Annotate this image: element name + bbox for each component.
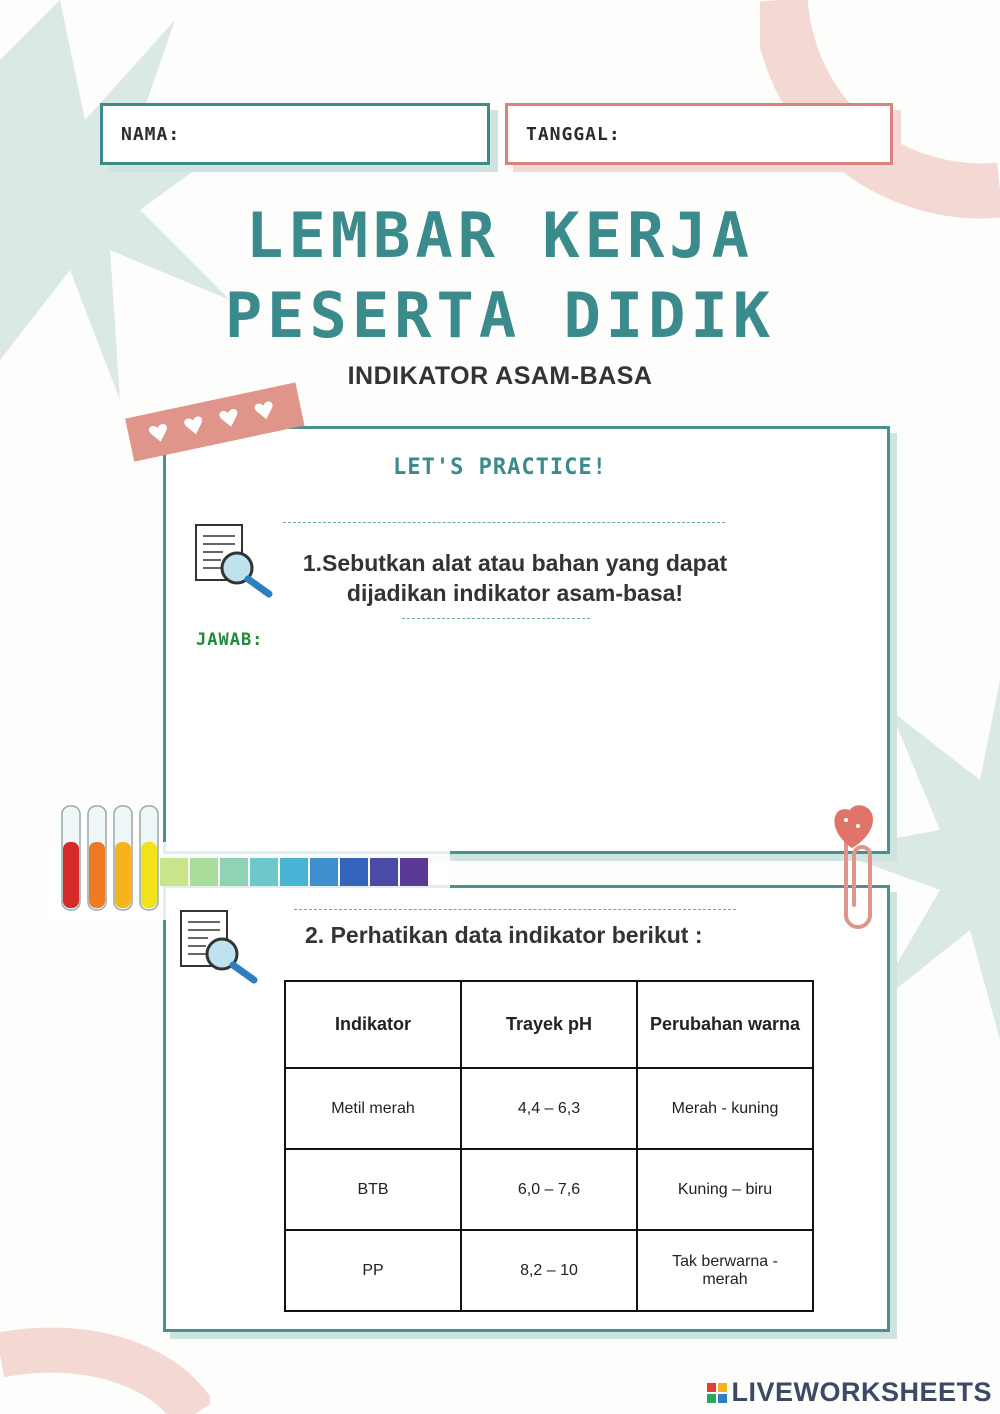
table-cell: Tak berwarna - merah — [637, 1230, 813, 1311]
magnifier-document-icon — [178, 908, 262, 986]
divider — [294, 909, 736, 910]
table-row — [285, 1230, 813, 1311]
title-line-1: LEMBAR KERJA — [246, 199, 754, 272]
table-header: Indikator — [285, 981, 461, 1068]
date-label: TANGGAL: — [526, 123, 621, 145]
liveworksheets-logo — [707, 1377, 992, 1408]
table-cell: Metil merah — [285, 1068, 461, 1149]
table-cell: BTB — [285, 1149, 461, 1230]
question-2: 2. Perhatikan data indikator berikut : — [305, 922, 703, 948]
brand-text: LIVEWORKSHEETS — [731, 1377, 992, 1407]
practice-heading: LET'S PRACTICE! — [393, 455, 607, 480]
subtitle: INDIKATOR ASAM-BASA — [347, 362, 653, 390]
table-cell: Kuning – biru — [637, 1149, 813, 1230]
magnifier-document-icon — [193, 522, 277, 600]
test-tubes-icon — [50, 802, 450, 920]
table-cell: 8,2 – 10 — [461, 1230, 637, 1311]
heart-paperclip-icon — [826, 800, 886, 940]
table-header-row — [285, 981, 813, 1068]
table-cell: 4,4 – 6,3 — [461, 1068, 637, 1149]
table-cell: 6,0 – 7,6 — [461, 1149, 637, 1230]
table-header: Trayek pH — [461, 981, 637, 1068]
divider — [283, 522, 725, 523]
table-header: Perubahan warna — [637, 981, 813, 1068]
title-line-2: PESERTA DIDIK — [224, 279, 776, 352]
question-1: 1.Sebutkan alat atau bahan yang dapat dijadikan indikator asam-basa! — [302, 550, 728, 606]
table-cell: PP — [285, 1230, 461, 1311]
name-field[interactable] — [100, 103, 490, 165]
table-row — [285, 1149, 813, 1230]
indicator-table — [284, 980, 814, 1312]
table-cell: Merah - kuning — [637, 1068, 813, 1149]
divider — [402, 618, 590, 619]
name-label: NAMA: — [121, 123, 181, 145]
table-row — [285, 1068, 813, 1149]
date-field[interactable] — [505, 103, 893, 165]
logo-icon — [707, 1383, 727, 1403]
answer-label: JAWAB: — [196, 630, 264, 650]
